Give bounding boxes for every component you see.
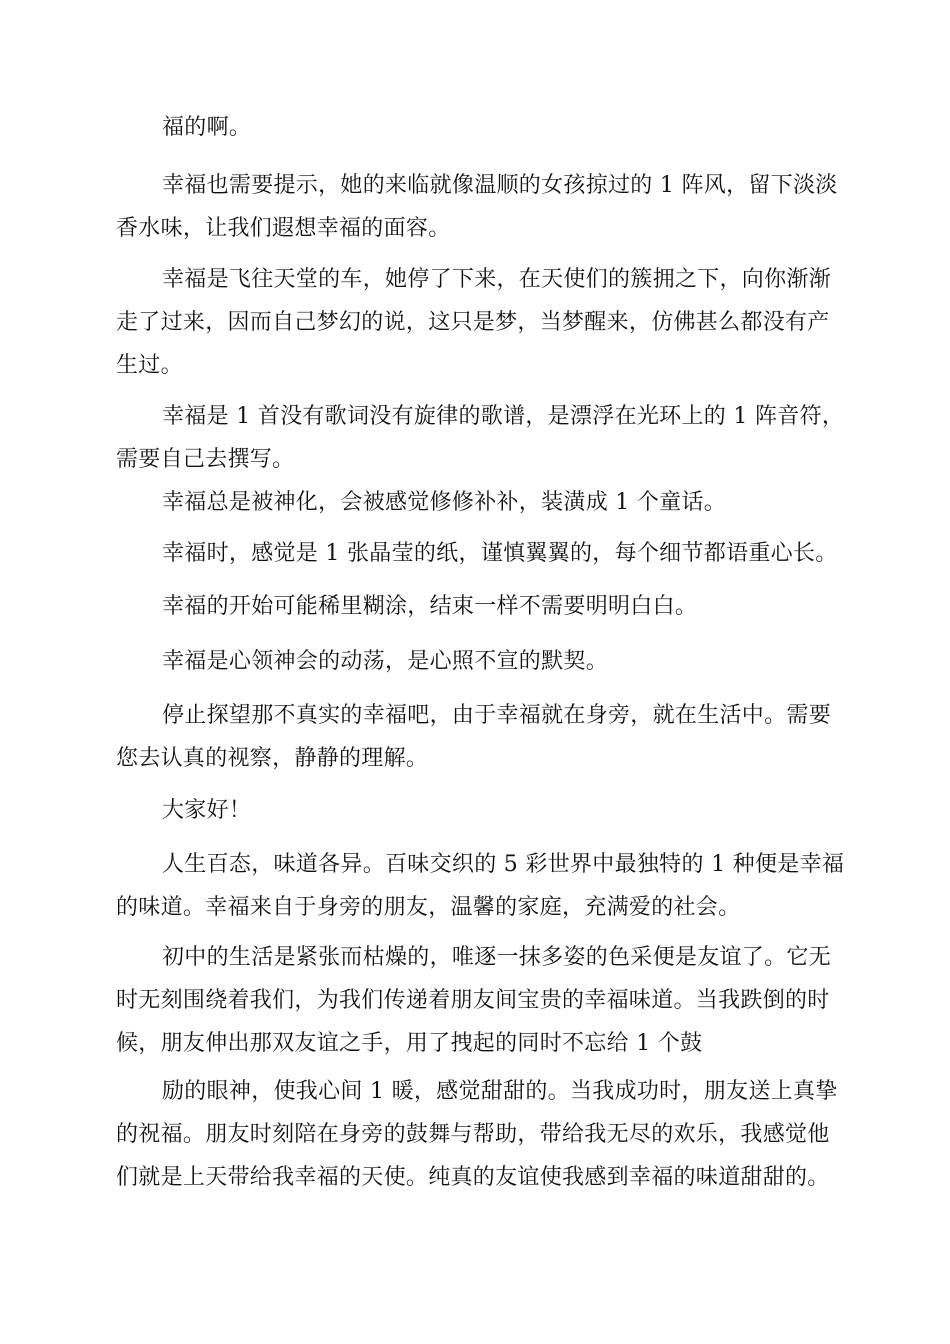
paragraph xyxy=(116,1070,836,1199)
text-line: 大家好！ xyxy=(162,798,252,823)
paragraph xyxy=(116,395,845,481)
text-line: 的祝福。朋友时刻陪在身旁的鼓舞与帮助，带给我无尽的欢乐，我感觉他 xyxy=(116,1122,830,1147)
text-line: 福的啊。 xyxy=(162,115,252,140)
paragraph xyxy=(116,936,836,1065)
text-line: 您去认真的视察，静静的理解。 xyxy=(116,746,429,771)
paragraph xyxy=(116,164,836,250)
text-line: 走了过来，因而自己梦幻的说，这只是梦，当梦醒来，仿佛甚么都没有产 xyxy=(116,310,830,335)
text-line: 时无刻围绕着我们，为我们传递着朋友间宝贵的幸福味道。当我跌倒的时 xyxy=(116,988,830,1013)
text-line: 生过。 xyxy=(116,353,183,378)
paragraph xyxy=(116,694,836,780)
paragraph xyxy=(116,106,836,149)
text-line: 初中的生活是紧张而枯燥的，唯逐一抹多姿的色采便是友谊了。它无 xyxy=(162,945,832,970)
text-line: 幸福也需要提示，她的来临就像温顺的女孩掠过的 1 阵风，留下淡淡 xyxy=(162,173,838,198)
paragraph xyxy=(116,843,845,929)
paragraph xyxy=(116,789,836,832)
text-line: 幸福是飞往天堂的车，她停了下来，在天使们的簇拥之下，向你渐渐 xyxy=(162,267,832,292)
paragraph xyxy=(116,481,836,524)
paragraph xyxy=(116,585,836,628)
text-line: 幸福时，感觉是 1 张晶莹的纸，谨慎翼翼的，每个细节都语重心长。 xyxy=(162,541,838,566)
paragraph xyxy=(116,532,836,575)
text-line: 幸福是 1 首没有歌词没有旋律的歌谱，是漂浮在光环上的 1 阵音符， xyxy=(162,404,845,429)
text-line: 幸福总是被神化，会被感觉修修补补，装潢成 1 个童话。 xyxy=(162,490,727,515)
text-line: 停止探望那不真实的幸福吧，由于幸福就在身旁，就在生活中。需要 xyxy=(162,703,832,728)
text-line: 的味道。幸福来自于身旁的朋友，温馨的家庭，充满爱的社会。 xyxy=(116,895,741,920)
text-line: 幸福是心领神会的动荡，是心照不宣的默契。 xyxy=(162,649,609,674)
paragraph xyxy=(116,258,836,387)
text-line: 幸福的开始可能稀里糊涂，结束一样不需要明明白白。 xyxy=(162,594,698,619)
paragraph xyxy=(116,640,836,683)
text-line: 人生百态，味道各异。百味交织的 5 彩世界中最独特的 1 种便是幸福 xyxy=(162,852,845,877)
text-line: 励的眼神，使我心间 1 暖，感觉甜甜的。当我成功时，朋友送上真挚 xyxy=(162,1079,838,1104)
text-line: 需要自己去撰写。 xyxy=(116,447,295,472)
text-line: 候，朋友伸出那双友谊之手，用了拽起的同时不忘给 1 个鼓 xyxy=(116,1031,703,1056)
text-line: 们就是上天带给我幸福的天使。纯真的友谊使我感到幸福的味道甜甜的。 xyxy=(116,1165,830,1190)
text-line: 香水味，让我们遐想幸福的面容。 xyxy=(116,216,451,241)
